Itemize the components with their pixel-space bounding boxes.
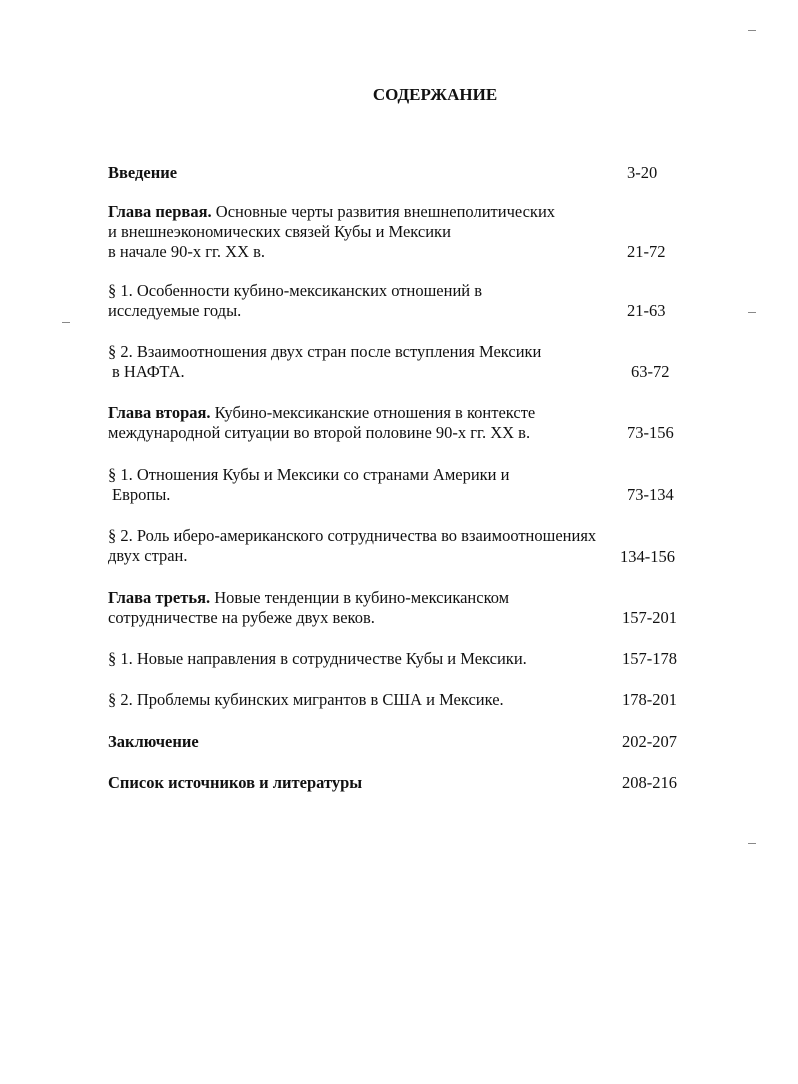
- entry-text: в начале 90-х гг. XX в.: [108, 242, 266, 261]
- entry-text: в НАФТА.: [112, 362, 185, 381]
- entry-heading: Глава третья.: [108, 588, 211, 607]
- entry-text: § 1. Особенности кубино-мексиканских отношений в: [108, 281, 483, 300]
- page-range: 73-134: [627, 485, 674, 504]
- scan-speck: [748, 30, 756, 31]
- page-range: 3-20: [627, 163, 658, 182]
- page-range: 157-201: [622, 608, 677, 627]
- scan-speck: [748, 312, 756, 313]
- scan-speck: [748, 843, 756, 844]
- page-range: 63-72: [631, 362, 670, 381]
- entry-text: § 2. Роль иберо-американского сотрудничества во взаимоотношениях: [108, 526, 597, 545]
- entry-heading: Глава первая.: [108, 202, 212, 221]
- entry-text: исследуемые годы.: [108, 301, 242, 320]
- toc-entry-ch2-sec1: [108, 465, 708, 505]
- entry-heading: Введение: [108, 163, 178, 182]
- toc-entry-ch1-sec1: [108, 281, 708, 321]
- page-range: 21-63: [627, 301, 666, 320]
- scan-speck: [62, 322, 70, 323]
- entry-text: § 1. Отношения Кубы и Мексики со странами Америки и: [108, 465, 510, 484]
- page-range: 134-156: [620, 547, 675, 566]
- entry-text: § 2. Взаимоотношения двух стран после вступления Мексики: [108, 342, 542, 361]
- entry-text: сотрудничестве на рубеже двух веков.: [108, 608, 375, 627]
- toc-entry-chapter-2: [108, 403, 708, 443]
- toc-entry-bibliography: [108, 773, 708, 793]
- toc-entry-introduction: [108, 163, 708, 183]
- toc-entry-ch3-sec2: [108, 690, 708, 710]
- page-range: 21-72: [627, 242, 666, 261]
- page-range: 73-156: [627, 423, 674, 442]
- entry-heading: Заключение: [108, 732, 199, 751]
- entry-text: двух стран.: [108, 546, 188, 565]
- toc-entry-ch2-sec2: [108, 526, 708, 566]
- toc-entry-conclusion: [108, 732, 708, 752]
- toc-entry-chapter-3: [108, 588, 708, 628]
- entry-text: Европы.: [112, 485, 171, 504]
- entry-text: Кубино-мексиканские отношения в контексте: [210, 403, 536, 422]
- page-range: 208-216: [622, 773, 677, 792]
- page-range: 157-178: [622, 649, 677, 668]
- entry-text: Основные черты развития внешнеполитических: [211, 202, 556, 221]
- toc-entry-chapter-1: [108, 202, 708, 262]
- entry-text: Новые тенденции в кубино-мексиканском: [210, 588, 510, 607]
- entry-text: международной ситуации во второй половине 90-х гг. XX в.: [108, 423, 531, 442]
- toc-entry-ch3-sec1: [108, 649, 708, 669]
- entry-text: § 1. Новые направления в сотрудничестве Кубы и Мексики.: [108, 649, 527, 668]
- entry-heading: Список источников и литературы: [108, 773, 363, 792]
- page-range: 178-201: [622, 690, 677, 709]
- page-range: 202-207: [622, 732, 677, 751]
- entry-heading: Глава вторая.: [108, 403, 211, 422]
- entry-text: и внешнеэкономических связей Кубы и Мексики: [108, 222, 451, 241]
- page-title: СОДЕРЖАНИЕ: [372, 85, 498, 104]
- entry-text: § 2. Проблемы кубинских мигрантов в США и Мексике.: [108, 690, 504, 709]
- toc-entry-ch1-sec2: [108, 342, 708, 382]
